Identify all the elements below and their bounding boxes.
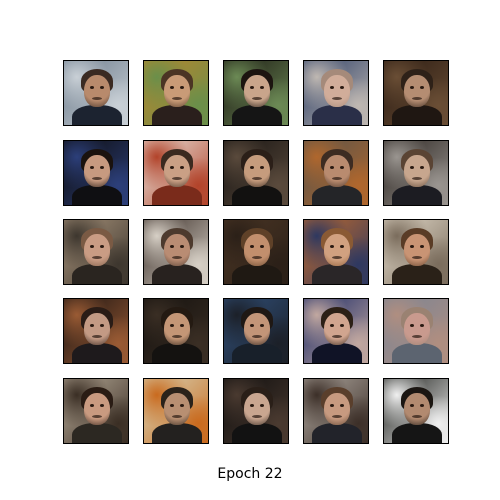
- portrait-mouth: [332, 97, 342, 100]
- portrait-eye: [420, 166, 424, 169]
- sample-tile: [63, 378, 129, 444]
- portrait-eye: [170, 245, 174, 248]
- portrait-mouth: [412, 97, 422, 100]
- portrait-face: [324, 313, 350, 345]
- portrait-mouth: [412, 335, 422, 338]
- sample-tile: [223, 140, 289, 206]
- portrait-face: [164, 313, 190, 345]
- portrait-eye: [180, 404, 184, 407]
- sample-tile: [63, 219, 129, 285]
- portrait-mouth: [332, 177, 342, 180]
- portrait-shoulders: [312, 343, 362, 364]
- portrait-face: [324, 234, 350, 266]
- portrait-face: [244, 234, 270, 266]
- portrait-eye: [260, 166, 264, 169]
- portrait-face: [164, 155, 190, 187]
- portrait-eye: [340, 404, 344, 407]
- portrait-shoulders: [152, 105, 202, 126]
- portrait-eye: [260, 324, 264, 327]
- portrait-eye: [100, 166, 104, 169]
- portrait-eye: [340, 245, 344, 248]
- sample-tile: [383, 219, 449, 285]
- portrait-mouth: [252, 97, 262, 100]
- portrait-face: [324, 155, 350, 187]
- portrait-eye: [180, 166, 184, 169]
- portrait-face: [84, 313, 110, 345]
- portrait-mouth: [172, 415, 182, 418]
- portrait-eye: [90, 86, 94, 89]
- portrait-mouth: [92, 415, 102, 418]
- sample-tile: [143, 60, 209, 126]
- portrait-face: [404, 393, 430, 425]
- portrait-mouth: [172, 335, 182, 338]
- portrait-shoulders: [232, 423, 282, 444]
- portrait-shoulders: [232, 264, 282, 285]
- portrait-face: [404, 155, 430, 187]
- sample-tile: [223, 60, 289, 126]
- portrait-mouth: [92, 335, 102, 338]
- portrait-eye: [180, 245, 184, 248]
- sample-tile: [383, 140, 449, 206]
- portrait-shoulders: [232, 105, 282, 126]
- portrait-eye: [260, 245, 264, 248]
- portrait-mouth: [412, 256, 422, 259]
- sample-tile: [383, 298, 449, 364]
- portrait-shoulders: [152, 185, 202, 206]
- portrait-eye: [410, 166, 414, 169]
- portrait-shoulders: [392, 105, 442, 126]
- portrait-mouth: [172, 256, 182, 259]
- portrait-face: [244, 313, 270, 345]
- portrait-mouth: [332, 256, 342, 259]
- portrait-face: [244, 75, 270, 107]
- portrait-mouth: [252, 256, 262, 259]
- portrait-mouth: [412, 415, 422, 418]
- portrait-eye: [340, 166, 344, 169]
- portrait-shoulders: [152, 264, 202, 285]
- portrait-eye: [90, 166, 94, 169]
- portrait-shoulders: [392, 264, 442, 285]
- portrait-shoulders: [312, 185, 362, 206]
- portrait-shoulders: [392, 343, 442, 364]
- portrait-shoulders: [312, 264, 362, 285]
- portrait-eye: [420, 245, 424, 248]
- portrait-face: [404, 313, 430, 345]
- sample-tile: [63, 140, 129, 206]
- portrait-eye: [100, 245, 104, 248]
- portrait-eye: [420, 86, 424, 89]
- sample-tile: [303, 219, 369, 285]
- portrait-eye: [260, 86, 264, 89]
- portrait-face: [324, 393, 350, 425]
- portrait-eye: [420, 404, 424, 407]
- portrait-eye: [100, 86, 104, 89]
- portrait-eye: [410, 404, 414, 407]
- sample-tile: [63, 298, 129, 364]
- portrait-mouth: [92, 177, 102, 180]
- portrait-eye: [100, 404, 104, 407]
- epoch-caption: Epoch 22: [217, 466, 283, 482]
- portrait-shoulders: [72, 264, 122, 285]
- portrait-face: [324, 75, 350, 107]
- portrait-mouth: [332, 335, 342, 338]
- portrait-eye: [170, 324, 174, 327]
- portrait-shoulders: [392, 185, 442, 206]
- portrait-shoulders: [152, 343, 202, 364]
- portrait-shoulders: [312, 105, 362, 126]
- portrait-eye: [420, 324, 424, 327]
- portrait-mouth: [92, 256, 102, 259]
- sample-tile: [303, 298, 369, 364]
- portrait-face: [84, 155, 110, 187]
- portrait-eye: [330, 166, 334, 169]
- portrait-eye: [340, 86, 344, 89]
- portrait-mouth: [412, 177, 422, 180]
- portrait-face: [164, 234, 190, 266]
- portrait-mouth: [172, 177, 182, 180]
- portrait-mouth: [92, 97, 102, 100]
- portrait-eye: [260, 404, 264, 407]
- portrait-eye: [170, 166, 174, 169]
- portrait-face: [404, 75, 430, 107]
- portrait-mouth: [252, 177, 262, 180]
- portrait-eye: [330, 404, 334, 407]
- sample-tile: [63, 60, 129, 126]
- portrait-eye: [90, 245, 94, 248]
- portrait-eye: [410, 245, 414, 248]
- portrait-mouth: [332, 415, 342, 418]
- portrait-shoulders: [72, 343, 122, 364]
- portrait-eye: [250, 245, 254, 248]
- sample-tile: [223, 219, 289, 285]
- portrait-mouth: [252, 415, 262, 418]
- sample-tile: [223, 298, 289, 364]
- sample-tile: [303, 140, 369, 206]
- sample-tile: [303, 60, 369, 126]
- portrait-eye: [180, 324, 184, 327]
- sample-tile: [383, 60, 449, 126]
- portrait-mouth: [172, 97, 182, 100]
- portrait-eye: [250, 86, 254, 89]
- portrait-face: [84, 393, 110, 425]
- sample-tile: [143, 378, 209, 444]
- portrait-shoulders: [152, 423, 202, 444]
- portrait-face: [84, 234, 110, 266]
- portrait-eye: [170, 86, 174, 89]
- portrait-shoulders: [392, 423, 442, 444]
- portrait-eye: [330, 245, 334, 248]
- sample-tile: [383, 378, 449, 444]
- portrait-face: [404, 234, 430, 266]
- portrait-shoulders: [312, 423, 362, 444]
- portrait-face: [84, 75, 110, 107]
- portrait-shoulders: [72, 423, 122, 444]
- portrait-face: [244, 155, 270, 187]
- sample-tile: [223, 378, 289, 444]
- portrait-shoulders: [232, 343, 282, 364]
- portrait-eye: [90, 404, 94, 407]
- portrait-shoulders: [72, 105, 122, 126]
- sample-tile: [143, 140, 209, 206]
- portrait-eye: [410, 86, 414, 89]
- portrait-eye: [100, 324, 104, 327]
- portrait-eye: [410, 324, 414, 327]
- portrait-mouth: [252, 335, 262, 338]
- portrait-eye: [90, 324, 94, 327]
- sample-tile: [303, 378, 369, 444]
- sample-tile: [143, 219, 209, 285]
- portrait-shoulders: [232, 185, 282, 206]
- portrait-face: [164, 75, 190, 107]
- portrait-eye: [250, 324, 254, 327]
- portrait-eye: [330, 86, 334, 89]
- sample-tile: [143, 298, 209, 364]
- portrait-shoulders: [72, 185, 122, 206]
- portrait-eye: [250, 166, 254, 169]
- portrait-eye: [170, 404, 174, 407]
- portrait-eye: [250, 404, 254, 407]
- portrait-eye: [330, 324, 334, 327]
- portrait-face: [164, 393, 190, 425]
- portrait-face: [244, 393, 270, 425]
- portrait-eye: [340, 324, 344, 327]
- portrait-eye: [180, 86, 184, 89]
